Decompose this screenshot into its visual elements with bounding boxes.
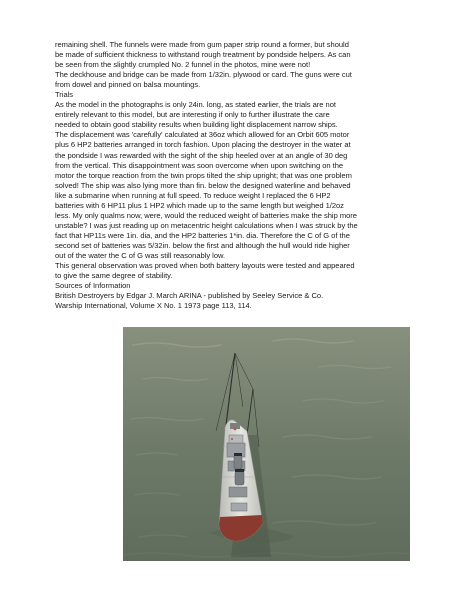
- text-line: solved! The ship was also lying more than fin. below the designed waterline and behaved: [55, 180, 351, 190]
- text-line: less. My only qualms now, were, would the reduced weight of batteries make the ship more: [55, 210, 357, 220]
- text-line: The deckhouse and bridge can be made from 1/32in. plywood or card. The guns were cut: [55, 70, 352, 80]
- text-line: remaining shell. The funnels were made from gum paper strip round a former, but should: [55, 40, 349, 49]
- text-line: the pondside I was rewarded with the sight of the ship heeled over at an angle of 30 deg: [55, 150, 348, 160]
- text-line: fact that HP11s were 1in. dia, and the HP2 batteries 1*in. dia. Therefore the C of G of the: [55, 230, 350, 240]
- text-line: from dowel and pinned on balsa mountings.: [55, 80, 201, 90]
- section-heading-trials: Trials: [55, 90, 74, 100]
- source-reference: British Destroyers by Edgar J. March ARINA - published by Seeley Service & Co.: [55, 291, 324, 301]
- section-heading-sources: Sources of Information: [55, 281, 131, 291]
- text-line: to give the same degree of stability.: [55, 271, 173, 281]
- text-line: needed to obtain good stability results when building light displacement narrow ships.: [55, 120, 338, 130]
- text-line: out of the water the C of G was still reasonably low.: [55, 250, 226, 260]
- text-line: like a submarine when running at full speed. To reduce weight I replaced the 6 HP2: [55, 190, 331, 200]
- source-reference: Warship International, Volume X No. 1 1973 page 113, 114.: [55, 301, 252, 311]
- text-line: This general observation was proved when both battery layouts were tested and appeared: [55, 261, 355, 271]
- text-line: plus 6 HP2 batteries arranged in torch fashion. Upon placing the destroyer in the water at: [55, 140, 351, 150]
- text-line: from the vertical. This disappointment was soon overcome when upon switching on the: [55, 160, 344, 170]
- text-line: be seen from the slightly crumpled No. 2 funnel in the photos, mine were not!: [55, 60, 311, 70]
- text-line: batteries with 6 HP11 plus 1 HP2 which made up to the same length but weighed 1/2oz: [55, 200, 344, 210]
- text-line: motor the torque reaction from the twin props tilted the ship upright; that was one problem: [55, 170, 352, 180]
- text-line: As the model in the photographs is only 24in. long, as stated earlier, the trials are not: [55, 100, 336, 110]
- text-line: be made of sufficient thickness to withstand rough treatment by pondside helpers. As can: [55, 50, 351, 60]
- article-body: [55, 40, 425, 311]
- text-line: second set of batteries was 5/32in. below the first and although the hull would ride higher: [55, 240, 350, 250]
- text-line: entirely relevant to this model, but are interesting if only to further illustrate the care: [55, 110, 330, 120]
- text-line: unstable? I was just reading up on metacentric height calculations when I was struck by the: [55, 220, 358, 230]
- text-line: The displacement was 'carefully' calculated at 36oz which allowed for an Orbit 605 motor: [55, 130, 350, 140]
- destroyer-model-photo: [123, 327, 410, 561]
